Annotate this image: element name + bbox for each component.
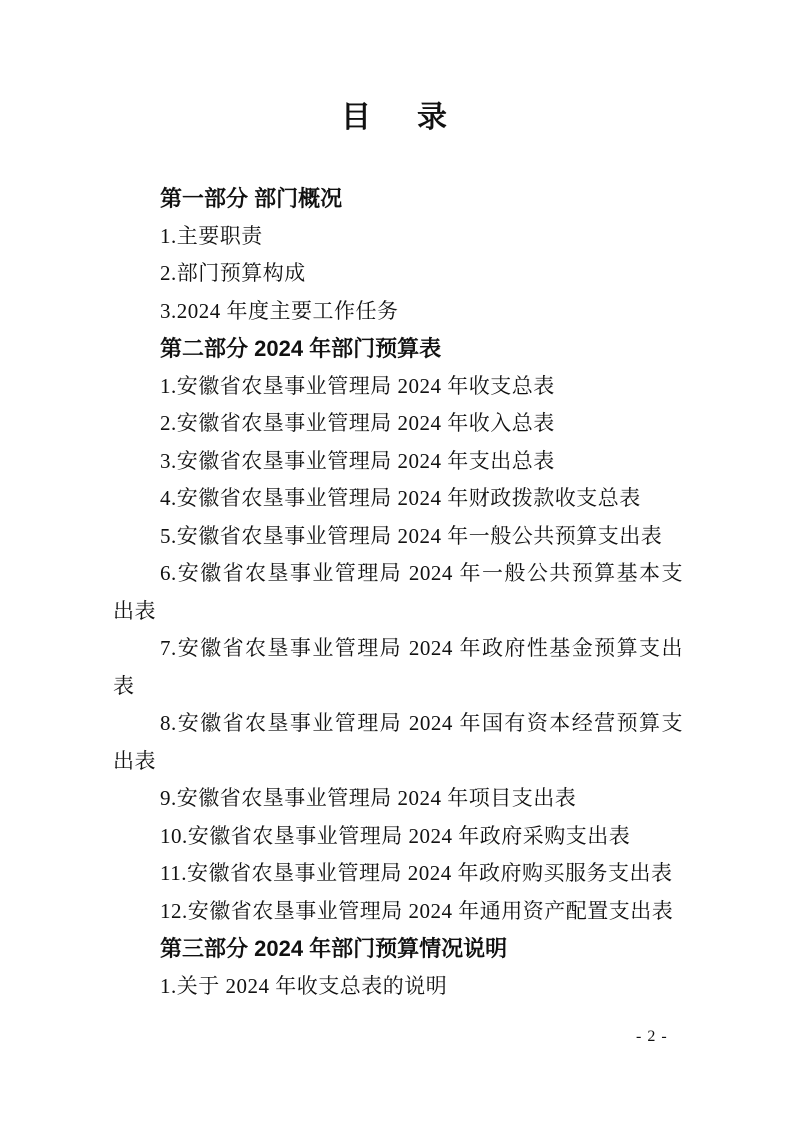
page-number: - 2 - [636,1028,668,1045]
toc-content [113,96,683,1005]
toc-entry: 3.2024 年度主要工作任务 [160,298,399,323]
toc-entry: 7.安徽省农垦事业管理局 2024 年政府性基金预算支出表 [113,636,683,698]
page-title: 目 录 [341,101,455,134]
toc-entry: 1.主要职责 [160,223,263,248]
toc-section-3-heading: 第三部分 2024 年部门预算情况说明 [160,936,508,961]
toc-entry: 5.安徽省农垦事业管理局 2024 年一般公共预算支出表 [160,523,663,548]
toc-entry: 9.安徽省农垦事业管理局 2024 年项目支出表 [160,786,577,810]
toc-entry: 11.安徽省农垦事业管理局 2024 年政府购买服务支出表 [160,861,673,885]
toc-section-2-heading: 第二部分 2024 年部门预算表 [160,336,442,361]
toc-entry: 4.安徽省农垦事业管理局 2024 年财政拨款收支总表 [160,486,641,510]
toc-entry: 1.安徽省农垦事业管理局 2024 年收支总表 [160,373,555,398]
toc-entry: 1.关于 2024 年收支总表的说明 [160,973,448,998]
toc-section-1-heading: 第一部分 部门概况 [160,186,343,211]
toc-entry: 8.安徽省农垦事业管理局 2024 年国有资本经营预算支出表 [113,711,683,773]
toc-entry: 2.安徽省农垦事业管理局 2024 年收入总表 [160,411,555,435]
toc-entry: 3.安徽省农垦事业管理局 2024 年支出总表 [160,448,555,473]
toc-entry: 10.安徽省农垦事业管理局 2024 年政府采购支出表 [160,823,631,848]
toc-entry: 2.部门预算构成 [160,261,306,285]
toc-entry: 12.安徽省农垦事业管理局 2024 年通用资产配置支出表 [160,898,674,923]
toc-entry: 6.安徽省农垦事业管理局 2024 年一般公共预算基本支出表 [113,561,683,623]
